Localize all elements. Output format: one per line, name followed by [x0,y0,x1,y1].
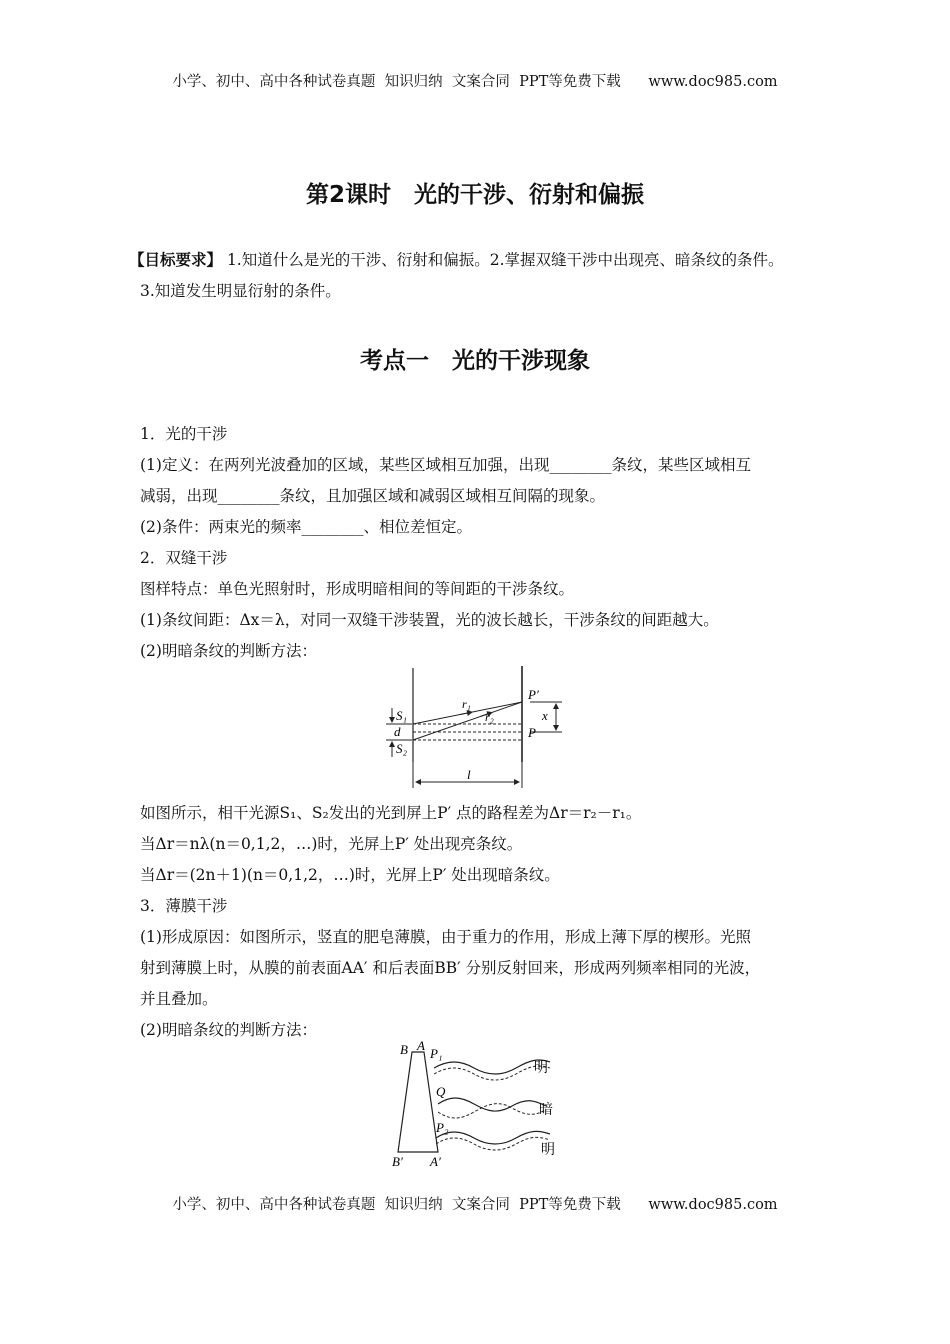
s1-condition: (2)条件：两束光的频率________、相位差恒定。 [140,518,472,536]
s3-cause-line-2: 射到薄膜上时，从膜的前表面AA′ 和后表面BB′ 分别反射回来，形成两列频率相同的光波， [140,959,761,977]
label-p-prime: P′ [528,687,539,702]
label-q: Q [436,1084,446,1099]
label-d: d [394,724,401,739]
s3-cause-line-3: 并且叠加。 [140,990,218,1008]
double-slit-diagram [380,662,580,790]
s1-def-line-1: (1)定义：在两列光波叠加的区域，某些区域相互加强，出现________条纹，某些区域相互 [140,456,751,474]
s3-heading: 3．薄膜干涉 [140,897,228,915]
label-b-prime: B′ [392,1154,403,1169]
s3-judge: (2)明暗条纹的判断方法： [140,1021,317,1039]
label-r2: r₂ [485,710,494,724]
label-l: l [467,767,471,782]
s2-path-diff: 如图所示，相干光源S₁、S₂发出的光到屏上P′ 点的路程差为Δr＝r₂－r₁。 [140,804,642,822]
label-a: A [417,1038,425,1053]
wave-p1-front [434,1060,550,1074]
label-s2: S₂ [396,741,408,756]
label-p2: P₂ [436,1120,449,1135]
label-a-prime: A′ [430,1154,441,1169]
header-banner: 小学、初中、高中各种试卷真题 知识归纳 文案合同 PPT等免费下载 www.doc985.com [172,74,778,90]
label-p: P [528,725,536,740]
label-s1: S₁ [396,708,408,723]
wave-p1-back [434,1066,550,1080]
label-p1: P₁ [430,1046,443,1061]
ray-r1-arrow [460,712,472,714]
objectives-text-1: 1.知道什么是光的干涉、衍射和偏振。2.掌握双缝干涉中出现亮、暗条纹的条件。 [222,251,784,269]
thin-film-diagram [390,1038,580,1174]
label-b: B [400,1042,408,1057]
footer-banner: 小学、初中、高中各种试卷真题 知识归纳 文案合同 PPT等免费下载 www.doc985.com [172,1197,778,1213]
objectives-line-1 [129,245,829,276]
s2-spacing: (1)条纹间距：Δx＝λ，对同一双缝干涉装置，光的波长越长，干涉条纹的间距越大。 [140,611,719,629]
s2-dark-condition: 当Δr＝(2n＋1)(n＝0,1,2，…)时，光屏上P′ 处出现暗条纹。 [140,866,560,884]
s3-cause-line-1: (1)形成原因：如图所示，竖直的肥皂薄膜，由于重力的作用，形成上薄下厚的楔形。光照 [140,928,751,946]
label-bright-1: 明 [534,1061,548,1076]
objectives-line-2: 3.知道发生明显衍射的条件。 [140,282,341,300]
s2-judge: (2)明暗条纹的判断方法： [140,642,317,660]
s2-bright-condition: 当Δr＝nλ(n＝0,1,2，…)时，光屏上P′ 处出现亮条纹。 [140,835,523,853]
label-dark: 暗 [539,1103,553,1118]
s2-heading: 2．双缝干涉 [140,549,228,567]
label-r1: r₁ [462,697,471,711]
soap-film-wedge [398,1052,438,1152]
label-bright-2: 明 [541,1143,555,1158]
s2-feature: 图样特点：单色光照射时，形成明暗相间的等间距的干涉条纹。 [140,580,575,598]
s1-def-line-2: 减弱，出现________条纹，且加强区域和减弱区域相互间隔的现象。 [140,487,606,505]
section-title: 考点一 光的干涉现象 [360,348,590,374]
objectives-tag: 【目标要求】 [129,251,223,269]
label-x: x [542,708,548,723]
s1-heading: 1．光的干涉 [140,425,228,443]
lesson-title: 第2课时 光的干涉、衍射和偏振 [305,182,644,208]
